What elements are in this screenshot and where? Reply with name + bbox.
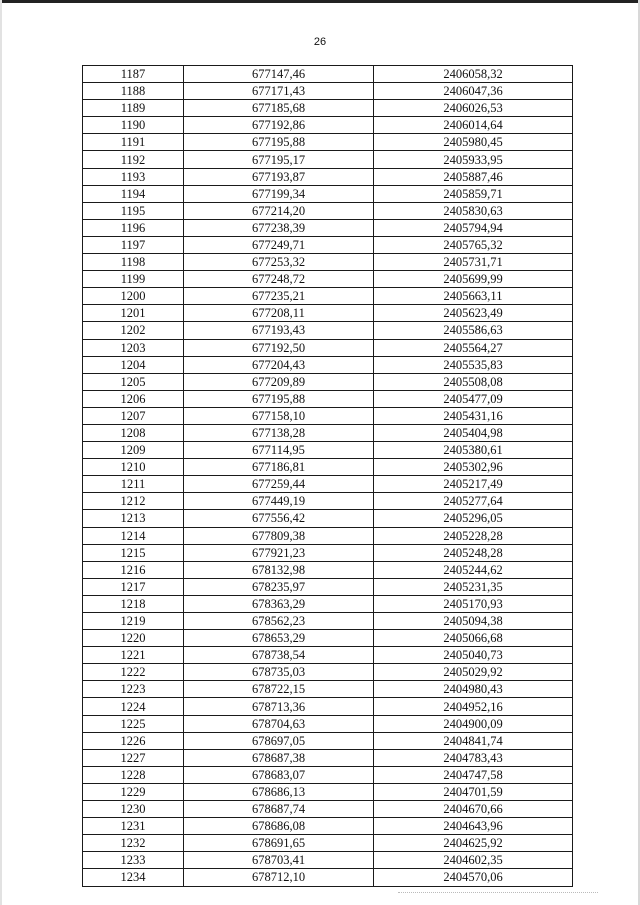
y-coordinate-cell: 2405244,62 [374,561,573,578]
y-coordinate-cell: 2405029,92 [374,664,573,681]
y-coordinate-cell: 2405094,38 [374,613,573,630]
x-coordinate-cell: 677114,95 [184,442,374,459]
y-coordinate-cell: 2405228,28 [374,527,573,544]
point-number-cell: 1195 [83,202,184,219]
y-coordinate-cell: 2405699,99 [374,271,573,288]
y-coordinate-cell: 2405830,63 [374,202,573,219]
x-coordinate-cell: 678713,36 [184,698,374,715]
x-coordinate-cell: 677921,23 [184,544,374,561]
point-number-cell: 1205 [83,373,184,390]
point-number-cell: 1234 [83,869,184,886]
y-coordinate-cell: 2405765,32 [374,236,573,253]
table-row [83,390,573,407]
point-number-cell: 1219 [83,613,184,630]
point-number-cell: 1188 [83,83,184,100]
y-coordinate-cell: 2406026,53 [374,100,573,117]
table-row [83,715,573,732]
y-coordinate-cell: 2405564,27 [374,339,573,356]
table-row [83,681,573,698]
y-coordinate-cell: 2404670,66 [374,801,573,818]
x-coordinate-cell: 678363,29 [184,595,374,612]
table-row [83,613,573,630]
y-coordinate-cell: 2406058,32 [374,66,573,83]
table-row [83,732,573,749]
x-coordinate-cell: 677185,68 [184,100,374,117]
y-coordinate-cell: 2405477,09 [374,390,573,407]
table-row [83,202,573,219]
y-coordinate-cell: 2404570,06 [374,869,573,886]
table-row [83,117,573,134]
x-coordinate-cell: 677259,44 [184,476,374,493]
x-coordinate-cell: 678235,97 [184,578,374,595]
y-coordinate-cell: 2405217,49 [374,476,573,493]
x-coordinate-cell: 677235,21 [184,288,374,305]
table-row [83,254,573,271]
point-number-cell: 1189 [83,100,184,117]
point-number-cell: 1226 [83,732,184,749]
y-coordinate-cell: 2404900,09 [374,715,573,732]
point-number-cell: 1187 [83,66,184,83]
table-row [83,373,573,390]
table-row [83,544,573,561]
table-row [83,339,573,356]
point-number-cell: 1198 [83,254,184,271]
table-row [83,749,573,766]
x-coordinate-cell: 677238,39 [184,219,374,236]
table-row [83,647,573,664]
y-coordinate-cell: 2404625,92 [374,835,573,852]
x-coordinate-cell: 677192,50 [184,339,374,356]
table-row [83,783,573,800]
y-coordinate-cell: 2405980,45 [374,134,573,151]
y-coordinate-cell: 2405623,49 [374,305,573,322]
x-coordinate-cell: 678132,98 [184,561,374,578]
point-number-cell: 1194 [83,185,184,202]
point-number-cell: 1190 [83,117,184,134]
y-coordinate-cell: 2405663,11 [374,288,573,305]
y-coordinate-cell: 2405380,61 [374,442,573,459]
table-row [83,527,573,544]
x-coordinate-cell: 677186,81 [184,459,374,476]
coordinates-table [82,65,573,887]
x-coordinate-cell: 678697,05 [184,732,374,749]
table-row [83,168,573,185]
point-number-cell: 1216 [83,561,184,578]
table-row [83,305,573,322]
x-coordinate-cell: 677199,34 [184,185,374,202]
y-coordinate-cell: 2405248,28 [374,544,573,561]
point-number-cell: 1220 [83,630,184,647]
y-coordinate-cell: 2404952,16 [374,698,573,715]
table-row [83,407,573,424]
table-row [83,664,573,681]
page-left-edge [0,0,2,905]
point-number-cell: 1228 [83,766,184,783]
y-coordinate-cell: 2404643,96 [374,818,573,835]
x-coordinate-cell: 677192,86 [184,117,374,134]
point-number-cell: 1196 [83,219,184,236]
point-number-cell: 1208 [83,424,184,441]
table-row [83,83,573,100]
table-row [83,476,573,493]
point-number-cell: 1229 [83,783,184,800]
point-number-cell: 1212 [83,493,184,510]
point-number-cell: 1197 [83,236,184,253]
x-coordinate-cell: 678686,13 [184,783,374,800]
x-coordinate-cell: 677253,32 [184,254,374,271]
y-coordinate-cell: 2406014,64 [374,117,573,134]
point-number-cell: 1211 [83,476,184,493]
x-coordinate-cell: 677208,11 [184,305,374,322]
point-number-cell: 1207 [83,407,184,424]
point-number-cell: 1233 [83,852,184,869]
point-number-cell: 1203 [83,339,184,356]
x-coordinate-cell: 677195,17 [184,151,374,168]
table-row [83,493,573,510]
point-number-cell: 1213 [83,510,184,527]
point-number-cell: 1214 [83,527,184,544]
x-coordinate-cell: 677195,88 [184,390,374,407]
y-coordinate-cell: 2405277,64 [374,493,573,510]
x-coordinate-cell: 677809,38 [184,527,374,544]
x-coordinate-cell: 678703,41 [184,852,374,869]
x-coordinate-cell: 677248,72 [184,271,374,288]
table-row [83,322,573,339]
point-number-cell: 1218 [83,595,184,612]
table-row [83,510,573,527]
point-number-cell: 1217 [83,578,184,595]
x-coordinate-cell: 677204,43 [184,356,374,373]
x-coordinate-cell: 678562,23 [184,613,374,630]
footer-rule [398,892,598,893]
table-row [83,134,573,151]
y-coordinate-cell: 2405066,68 [374,630,573,647]
x-coordinate-cell: 678686,08 [184,818,374,835]
table-row [83,818,573,835]
y-coordinate-cell: 2405731,71 [374,254,573,271]
point-number-cell: 1223 [83,681,184,698]
table-row [83,630,573,647]
x-coordinate-cell: 678653,29 [184,630,374,647]
y-coordinate-cell: 2404783,43 [374,749,573,766]
x-coordinate-cell: 678691,65 [184,835,374,852]
point-number-cell: 1193 [83,168,184,185]
y-coordinate-cell: 2404980,43 [374,681,573,698]
point-number-cell: 1225 [83,715,184,732]
y-coordinate-cell: 2404841,74 [374,732,573,749]
y-coordinate-cell: 2404747,58 [374,766,573,783]
table-row [83,835,573,852]
point-number-cell: 1232 [83,835,184,852]
x-coordinate-cell: 678738,54 [184,647,374,664]
table-row [83,595,573,612]
point-number-cell: 1206 [83,390,184,407]
y-coordinate-cell: 2404701,59 [374,783,573,800]
y-coordinate-cell: 2405887,46 [374,168,573,185]
table-row [83,151,573,168]
point-number-cell: 1200 [83,288,184,305]
point-number-cell: 1209 [83,442,184,459]
x-coordinate-cell: 678687,38 [184,749,374,766]
y-coordinate-cell: 2405302,96 [374,459,573,476]
table-row [83,271,573,288]
y-coordinate-cell: 2406047,36 [374,83,573,100]
point-number-cell: 1222 [83,664,184,681]
y-coordinate-cell: 2405535,83 [374,356,573,373]
point-number-cell: 1230 [83,801,184,818]
x-coordinate-cell: 677138,28 [184,424,374,441]
point-number-cell: 1210 [83,459,184,476]
y-coordinate-cell: 2405040,73 [374,647,573,664]
x-coordinate-cell: 677193,87 [184,168,374,185]
table-row [83,852,573,869]
point-number-cell: 1215 [83,544,184,561]
y-coordinate-cell: 2405404,98 [374,424,573,441]
y-coordinate-cell: 2405431,16 [374,407,573,424]
x-coordinate-cell: 677171,43 [184,83,374,100]
y-coordinate-cell: 2404602,35 [374,852,573,869]
table-row [83,356,573,373]
table-row [83,185,573,202]
table-row [83,801,573,818]
table-row [83,561,573,578]
table-row [83,698,573,715]
y-coordinate-cell: 2405508,08 [374,373,573,390]
x-coordinate-cell: 677449,19 [184,493,374,510]
table-row [83,100,573,117]
table-row [83,459,573,476]
table-row [83,442,573,459]
x-coordinate-cell: 677158,10 [184,407,374,424]
y-coordinate-cell: 2405296,05 [374,510,573,527]
x-coordinate-cell: 677147,46 [184,66,374,83]
point-number-cell: 1221 [83,647,184,664]
point-number-cell: 1199 [83,271,184,288]
page-top-edge [0,0,640,3]
y-coordinate-cell: 2405586,63 [374,322,573,339]
table-row [83,288,573,305]
table-row [83,424,573,441]
x-coordinate-cell: 678735,03 [184,664,374,681]
point-number-cell: 1202 [83,322,184,339]
point-number-cell: 1224 [83,698,184,715]
point-number-cell: 1191 [83,134,184,151]
x-coordinate-cell: 677249,71 [184,236,374,253]
y-coordinate-cell: 2405231,35 [374,578,573,595]
y-coordinate-cell: 2405859,71 [374,185,573,202]
x-coordinate-cell: 678704,63 [184,715,374,732]
table-row [83,236,573,253]
x-coordinate-cell: 677214,20 [184,202,374,219]
x-coordinate-cell: 677193,43 [184,322,374,339]
x-coordinate-cell: 678712,10 [184,869,374,886]
coordinates-table-body [83,66,573,887]
point-number-cell: 1201 [83,305,184,322]
table-row [83,219,573,236]
table-row [83,578,573,595]
point-number-cell: 1231 [83,818,184,835]
point-number-cell: 1204 [83,356,184,373]
y-coordinate-cell: 2405794,94 [374,219,573,236]
x-coordinate-cell: 677209,89 [184,373,374,390]
page-number: 26 [313,36,327,48]
table-row [83,869,573,886]
y-coordinate-cell: 2405933,95 [374,151,573,168]
point-number-cell: 1192 [83,151,184,168]
x-coordinate-cell: 678687,74 [184,801,374,818]
point-number-cell: 1227 [83,749,184,766]
x-coordinate-cell: 678722,15 [184,681,374,698]
table-row [83,66,573,83]
y-coordinate-cell: 2405170,93 [374,595,573,612]
x-coordinate-cell: 678683,07 [184,766,374,783]
x-coordinate-cell: 677195,88 [184,134,374,151]
x-coordinate-cell: 677556,42 [184,510,374,527]
table-row [83,766,573,783]
